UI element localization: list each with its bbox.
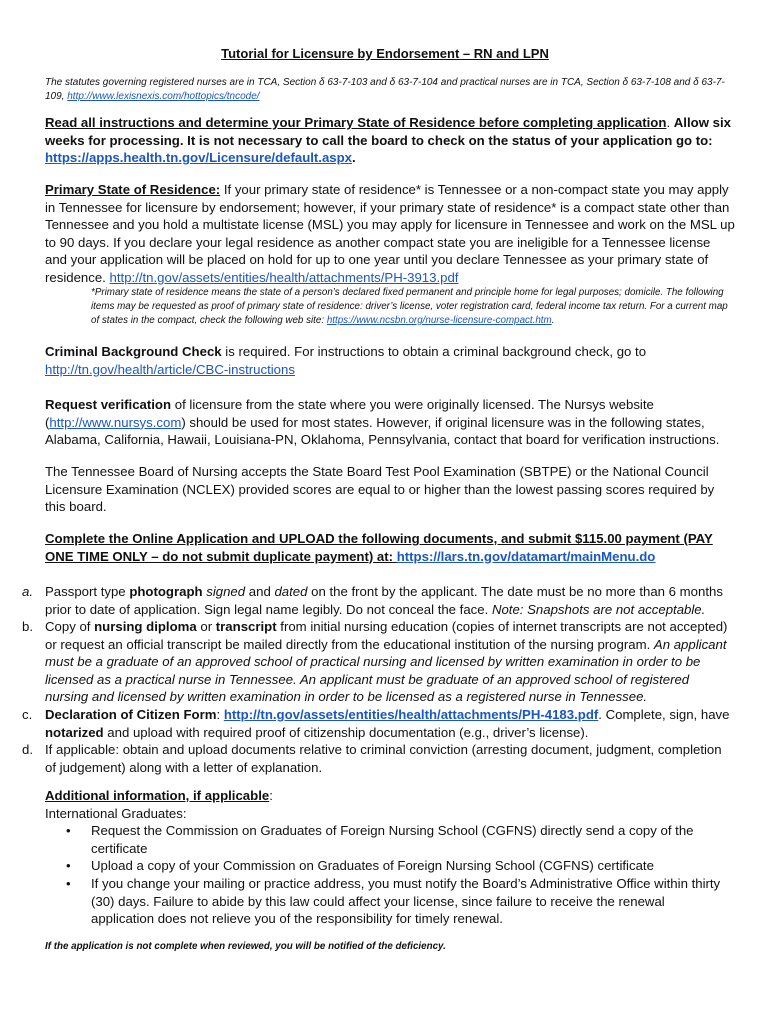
- list-marker-a: a.: [22, 584, 33, 599]
- residence-paragraph: [45, 181, 735, 287]
- statutes-paragraph: [45, 76, 735, 104]
- additional-info-paragraph: Additional information, if applicable: International Graduates:: [45, 788, 273, 821]
- complete-application-paragraph: Complete the Online Application and UPLOAD the following documents, and submit $115.00 payment (PAY ONE TIME ONLY – do not submit duplicate payment) at: https://lars.tn.gov/datamart/mainMenu.do: [45, 531, 713, 564]
- incomplete-application-note: If the application is not complete when reviewed, you will be notified of the deficiency.: [45, 941, 446, 952]
- cbc-instructions-link[interactable]: http://tn.gov/health/article/CBC-instructions: [45, 361, 295, 377]
- criminal-paragraph: Criminal Background Check is required. For instructions to obtain a criminal background check, go to http://tn.gov/health/article/CBC-instructions: [45, 344, 647, 377]
- ph-4183-link[interactable]: http://tn.gov/assets/entities/health/attachments/PH-4183.pdf: [223, 707, 599, 722]
- verification-paragraph: Request verification of licensure from the state where you were originally licensed. The Nursys website (http://www.nursys.com) should be used for most states. However, if original licensure was in the following states, Alabama, California, Hawaii, Louisiana-PN, Oklahoma, Pennsylvania, contact that board for verification instructions.: [45, 397, 720, 448]
- lexisnexis-link[interactable]: http://www.lexisnexis.com/hottopics/tncode/: [67, 91, 260, 102]
- document-page: Tutorial for Licensure by Endorsement – RN and LPN The statutes governing registered nurses are in TCA, Section δ 63-7-103 and δ 63-7-104 and practical nurses are in TCA, Section δ 63-7-108 and δ 63-7-109, http://www.lexisnexis.com/hottopics/tncode/ Read all instructions and determine your Primary State of Residence before completing application. Allow six weeks for processing. It is not necessary to call the board to check on the status of your application go to: https://apps.health.tn.gov/Licensure/default.aspx. Primary State of Residence: If your primary state of residence* is Tennessee or a non-compact state you may apply in Tennessee for licensure by endorsement; however, if your primary state of residence* is a compact state other than Tennessee and you hold a multistate license (MSL) you may apply for licensure in Tennessee and work on the MSL up to 90 days. If you declare your legal residence as another compact state you are ineligible for a Tennessee license and your application will be placed on hold for up to one year until you declare Tennessee as your primary state of residence. http://tn.gov/assets/entities/health/attachments/PH-3913.pdf *Primary state of residence means the state of a person’s declared fixed permanent and principle home for legal purposes; domicile. The following items may be requested as proof of primary state of residence: driver’s license, voter registration card, federal income tax return. For a current map of states in the compact, check the following web site: https://www.ncsbn.org/nurse-licensure-compact.htm. Criminal Background Check is required. For instructions to obtain a criminal background check, go to http://tn.gov/health/article/CBC-instructions Request verification of licensure from the state where you were originally licensed. The Nursys website (http://www.nursys.com) should be used for most states. However, if original licensure was in the following states, Alabama, California, Hawaii, Louisiana-PN, Oklahoma, Pennsylvania, contact that board for verification instructions. The Tennessee Board of Nursing accepts the State Board Test Pool Examination (SBTPE) or the National Council Licensure Examination (NCLEX) provided scores are equal to or higher than the lowest passing scores required by this board. Complete the Online Application and UPLOAD the following documents, and submit $115.00 payment (PAY ONE TIME ONLY – do not submit duplicate payment) at: https://lars.tn.gov/datamart/mainMenu.do a. Passport type photograph signed and dated on the front by the applicant. The date must be no more than 6 months prior to date of application. Sign legal name legibly. Do not conceal the face. Note: Snapshots are not acceptable. b. Copy of nursing diploma or transcript from initial nursing education (copies of internet transcripts are not accepted) or request an official transcript be mailed directly from the educational institution of the nursing program. An applicant must be a graduate of an approved school of practical nursing and licensed by written examination in order to be licensed as a practical nurse in Tennessee. An applicant must be graduate of an approved school of registered nursing and licensed by written examination in order to be licensed as a registered nurse in Tennessee. c. Declaration of Citizen Form: http://tn.gov/assets/entities/health/attachments/PH-4183.pdf. Complete, sign, have notarized and upload with required proof of citizenship documentation (e.g., driver’s license). d. If applicable: obtain and upload documents relative to criminal conviction (arresting document, judgment, completion of judgement) along with a letter of explanation. Additional information, if applicable: International Graduates: • Request the Commission on Graduates of Foreign Nursing School (CGFNS) directly send a copy of the certificate • Upload a copy of your Commission on Graduates of Foreign Nursing School (CGFNS) certificate • If you change your mailing or practice address, you must notify the Board’s Administrative Office within thirty (30) days. Failure to abide by this law could affect your license, since failure to receive the renewal application does not relieve you of the responsibility for timely renewal. If the application is not complete when reviewed, you will be notified of the deficiency.: [0, 0, 770, 1024]
- residence-label: Primary State of Residence:: [45, 182, 221, 197]
- ph-3913-link[interactable]: http://tn.gov/assets/entities/health/attachments/PH-3913.pdf: [109, 269, 459, 285]
- ncsbn-compact-link[interactable]: https://www.ncsbn.org/nurse-licensure-compact.htm: [326, 315, 552, 326]
- six-weeks-text: Allow six weeks for processing: [45, 115, 731, 148]
- licensure-status-link[interactable]: https://apps.health.tn.gov/Licensure/default.aspx: [45, 150, 353, 166]
- lars-payment-link[interactable]: https://lars.tn.gov/datamart/mainMenu.do: [396, 548, 656, 564]
- statutes-text: The statutes governing registered nurses are in TCA, Section δ 63-7-103 and δ 63-7-104 and practical nurses are in TCA, Section δ 63-7-108 and δ 63-7-109,: [45, 77, 725, 102]
- list-marker-d: d.: [22, 742, 33, 757]
- exam-paragraph: The Tennessee Board of Nursing accepts the State Board Test Pool Examination (SBTPE) or the National Council Licensure Examination (NCLEX) provided scores are equal to or higher than the lowest passing scores required by this board.: [45, 464, 715, 515]
- list-marker-c: c.: [22, 707, 33, 722]
- bullet-icon: •: [66, 858, 71, 873]
- residence-text: If your primary state of residence* is Tennessee or a non-compact state you may apply in Tennessee for licensure by endorsement; however, if your primary state of residence* is a compact state other than Tennessee and you hold a multistate license (MSL) you may apply for licensure in Tennessee and work on the MSL up to 90 days. If you declare your legal residence as another compact state you are ineligible for a Tennessee license and your application will be placed on hold for up to one year until you declare Tennessee as your primary state of residence.: [45, 182, 735, 285]
- bullet-icon: •: [66, 823, 71, 838]
- international-graduates-heading: International Graduates:: [45, 805, 187, 821]
- read-instructions-text: Read all instructions and determine your Primary State of Residence before completing application: [45, 115, 667, 130]
- nursys-link[interactable]: http://www.nursys.com: [49, 414, 182, 430]
- residence-footnote: *Primary state of residence means the state of a person’s declared fixed permanent and principle home for legal purposes; domicile. The following items may be requested as proof of primary state of residence: driver’s license, voter registration card, federal income tax return. For a current map of states in the compact, check the following web site: https://www.ncsbn.org/nurse-licensure-compact.htm.: [91, 287, 728, 326]
- additional-info-label: Additional information, if applicable: [45, 788, 270, 803]
- criminal-label: Criminal Background Check: [45, 344, 222, 359]
- verification-label: Request verification: [45, 397, 172, 412]
- bullet-icon: •: [66, 876, 71, 891]
- page-title: Tutorial for Licensure by Endorsement – RN and LPN: [221, 46, 549, 61]
- list-marker-b: b.: [22, 619, 33, 634]
- instructions-paragraph: Read all instructions and determine your Primary State of Residence before completing application. Allow six weeks for processing. It is not necessary to call the board to check on the status of your application go to: https://apps.health.tn.gov/Licensure/default.aspx.: [45, 115, 731, 166]
